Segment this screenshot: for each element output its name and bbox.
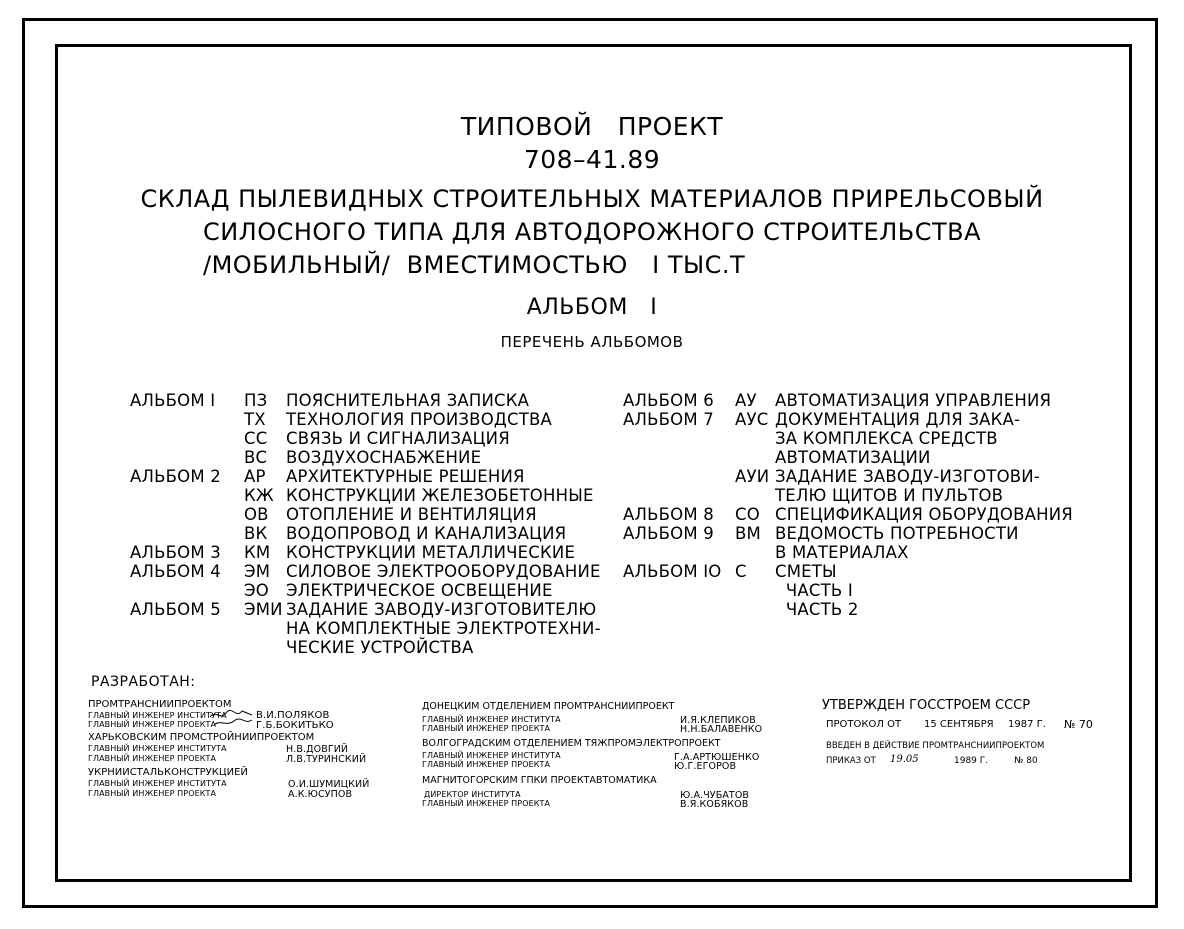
protocol-number: № 70 [1064,718,1093,731]
album-label: АЛЬБОМ 9 [623,524,714,543]
section-code: С [735,562,747,581]
album-label: АЛЬБОМ IO [623,562,722,581]
order-label: ПРИКАЗ ОТ [826,756,876,766]
role-label: ГЛАВНЫЙ ИНЖЕНЕР ИНСТИТУТА [88,744,227,753]
person-name: Н.В.ДОВГИЙ [286,744,349,755]
album-list-row [623,562,1093,581]
role-label: ГЛАВНЫЙ ИНЖЕНЕР ПРОЕКТА [88,720,217,729]
right-album-list [623,391,1093,619]
album-number: АЛЬБОМ I [526,295,658,320]
section-title: АВТОМАТИЗАЦИИ [775,448,931,467]
album-label: АЛЬБОМ 2 [130,467,221,486]
section-title: ЧАСТЬ 2 [775,600,859,619]
enactment-line: ВВЕДЕН В ДЕЙСТВИЕ ПРОМТРАНСНИИПРОЕКТОМ [826,741,1045,751]
album-list-row [623,524,1093,543]
section-code: ПЗ [244,391,268,410]
developed-label: РАЗРАБОТАН: [91,674,196,690]
role-label: ГЛАВНЫЙ ИНЖЕНЕР ИНСТИТУТА [88,711,227,720]
role-label: ГЛАВНЫЙ ИНЖЕНЕР ПРОЕКТА [422,760,551,769]
section-title: СИЛОВОЕ ЭЛЕКТРООБОРУДОВАНИЕ [286,562,601,581]
header-project-type: ТИПОВОЙ ПРОЕКТ [460,112,724,141]
section-code: АУ [735,391,757,410]
section-code: СО [735,505,760,524]
role-label: ГЛАВНЫЙ ИНЖЕНЕР ПРОЕКТА [422,724,551,733]
section-title: ЗА КОМПЛЕКСА СРЕДСТВ [775,429,998,448]
person-name: В.И.ПОЛЯКОВ [256,710,330,721]
album-list-row [130,543,600,562]
album-label: АЛЬБОМ 5 [130,600,221,619]
album-list-row [130,600,600,619]
section-title: КОНСТРУКЦИИ МЕТАЛЛИЧЕСКИЕ [286,543,576,562]
section-title: ПОЯСНИТЕЛЬНАЯ ЗАПИСКА [286,391,530,410]
developer-org-name: ВОЛГОГРАДСКИМ ОТДЕЛЕНИЕМ ТЯЖПРОМЭЛЕКТРОПРОЕКТ [422,738,721,749]
section-title: АВТОМАТИЗАЦИЯ УПРАВЛЕНИЯ [775,391,1052,410]
section-title: ЧАСТЬ I [775,581,853,600]
header-title-line3: /МОБИЛЬНЫЙ/ ВМЕСТИМОСТЬЮ I ТЫС.Т [203,251,746,279]
album-list-row [130,524,600,543]
role-label: ГЛАВНЫЙ ИНЖЕНЕР ПРОЕКТА [422,799,551,808]
album-label: АЛЬБОМ 7 [623,410,714,429]
album-list-row [623,581,1093,600]
album-list-row [130,619,600,638]
album-list-row [130,562,600,581]
section-title: ОТОПЛЕНИЕ И ВЕНТИЛЯЦИЯ [286,505,537,524]
order-number: № 80 [1014,756,1038,766]
approval-block [818,698,1108,771]
signature-mark [208,707,256,731]
developers-column-1 [88,698,388,799]
album-list-row [130,429,600,448]
person-name: О.И.ШУМИЦКИЙ [288,779,370,790]
album-list-row [623,505,1093,524]
section-code: АР [244,467,266,486]
section-code: ВМ [735,524,761,543]
section-code: АУС [735,410,769,429]
section-code: КЖ [244,486,274,505]
album-label: АЛЬБОМ I [130,391,216,410]
section-title: СПЕЦИФИКАЦИЯ ОБОРУДОВАНИЯ [775,505,1073,524]
section-code: СС [244,429,268,448]
approval-title: УТВЕРЖДЕН ГОССТРОЕМ СССР [822,698,1031,713]
person-name: Г.Б.БОКИТЬКО [256,720,334,731]
album-list-row [623,391,1093,410]
role-label: ГЛАВНЫЙ ИНЖЕНЕР ПРОЕКТА [88,754,217,763]
album-list-row [623,448,1093,467]
section-title: ВОЗДУХОСНАБЖЕНИЕ [286,448,482,467]
section-code: АУИ [735,467,770,486]
person-name: А.К.ЮСУПОВ [288,789,353,800]
section-title: АРХИТЕКТУРНЫЕ РЕШЕНИЯ [286,467,525,486]
section-title: ТЕЛЮ ЩИТОВ И ПУЛЬТОВ [775,486,1004,505]
section-code: ЭМИ [244,600,283,619]
section-title: ВЕДОМОСТЬ ПОТРЕБНОСТИ [775,524,1019,543]
section-title: СВЯЗЬ И СИГНАЛИЗАЦИЯ [286,429,510,448]
album-list-row [130,581,600,600]
album-list-row [623,600,1093,619]
developers-column-2 [422,700,762,809]
section-code: ЭМ [244,562,271,581]
album-list-row [130,391,600,410]
album-list-title: ПЕРЕЧЕНЬ АЛЬБОМОВ [500,333,684,351]
album-list-row [130,486,600,505]
header-title-line2: СИЛОСНОГО ТИПА ДЛЯ АВТОДОРОЖНОГО СТРОИТЕЛЬСТВА [202,218,982,246]
developer-org-name: ДОНЕЦКИМ ОТДЕЛЕНИЕМ ПРОМТРАНСНИИПРОЕКТ [422,701,675,712]
header-project-number: 708–41.89 [523,145,661,174]
album-label: АЛЬБОМ 6 [623,391,714,410]
section-title: ТЕХНОЛОГИЯ ПРОИЗВОДСТВА [286,410,552,429]
protocol-label: ПРОТОКОЛ ОТ [826,719,902,730]
section-code: ЭО [244,581,269,600]
album-list-row [130,448,600,467]
album-list-row [130,638,600,657]
section-title: НА КОМПЛЕКТНЫЕ ЭЛЕКТРОТЕХНИ- [286,619,601,638]
album-list-row [623,467,1093,486]
section-title: ЭЛЕКТРИЧЕСКОЕ ОСВЕЩЕНИЕ [286,581,553,600]
section-code: ВС [244,448,268,467]
role-label: ГЛАВНЫЙ ИНЖЕНЕР ИНСТИТУТА [88,779,227,788]
section-title: ЗАДАНИЕ ЗАВОДУ-ИЗГОТОВИТЕЛЮ [286,600,597,619]
person-name: Н.Н.БАЛАВЕНКО [680,724,763,735]
album-label: АЛЬБОМ 8 [623,505,714,524]
section-title: В МАТЕРИАЛАХ [775,543,909,562]
left-album-list [130,391,600,657]
section-title: СМЕТЫ [775,562,837,581]
section-code: ВК [244,524,268,543]
developer-org-name: УКРНИИСТАЛЬКОНСТРУКЦИЕЙ [88,767,248,778]
section-code: КМ [244,543,271,562]
role-label: ДИРЕКТОР ИНСТИТУТА [424,790,521,799]
section-title: КОНСТРУКЦИИ ЖЕЛЕЗОБЕТОННЫЕ [286,486,594,505]
developer-org-name: ПРОМТРАНСНИИПРОЕКТОМ [88,699,232,710]
section-code: ОВ [244,505,269,524]
person-name: Ю.Г.ЕГОРОВ [674,761,737,772]
album-list-row [623,486,1093,505]
album-list-row [130,505,600,524]
order-year: 1989 Г. [954,756,989,766]
album-label: АЛЬБОМ 4 [130,562,221,581]
role-label: ГЛАВНЫЙ ИНЖЕНЕР ПРОЕКТА [88,789,217,798]
album-list-row [130,467,600,486]
protocol-date: 15 СЕНТЯБРЯ [924,719,994,730]
order-date: 19.05 [890,754,919,765]
album-list-row [130,410,600,429]
section-title: ЧЕСКИЕ УСТРОЙСТВА [286,638,474,657]
section-title: ЗАДАНИЕ ЗАВОДУ-ИЗГОТОВИ- [775,467,1040,486]
role-label: ГЛАВНЫЙ ИНЖЕНЕР ИНСТИТУТА [422,715,561,724]
section-code: ТХ [244,410,266,429]
album-list-row [623,543,1093,562]
role-label: ГЛАВНЫЙ ИНЖЕНЕР ИНСТИТУТА [422,751,561,760]
album-list-row [623,429,1093,448]
album-list-row [623,410,1093,429]
person-name: Г.А.АРТЮШЕНКО [674,752,760,763]
person-name: Ю.А.ЧУБАТОВ [680,790,750,801]
section-title: ВОДОПРОВОД И КАНАЛИЗАЦИЯ [286,524,567,543]
protocol-year: 1987 Г. [1008,719,1046,730]
section-title: ДОКУМЕНТАЦИЯ ДЛЯ ЗАКА- [775,410,1021,429]
person-name: Л.В.ТУРИНСКИЙ [286,754,367,765]
album-label: АЛЬБОМ 3 [130,543,221,562]
header-title-line1: СКЛАД ПЫЛЕВИДНЫХ СТРОИТЕЛЬНЫХ МАТЕРИАЛОВ ПРИРЕЛЬСОВЫЙ [140,185,1044,213]
developer-org-name: МАГНИТОГОРСКИМ ГПКИ ПРОЕКТАВТОМАТИКА [422,775,657,786]
person-name: И.Я.КЛЕПИКОВ [680,715,756,726]
developer-org-name: ХАРЬКОВСКИМ ПРОМСТРОЙНИИПРОЕКТОМ [88,732,315,743]
person-name: В.Я.КОБЯКОВ [680,799,749,810]
